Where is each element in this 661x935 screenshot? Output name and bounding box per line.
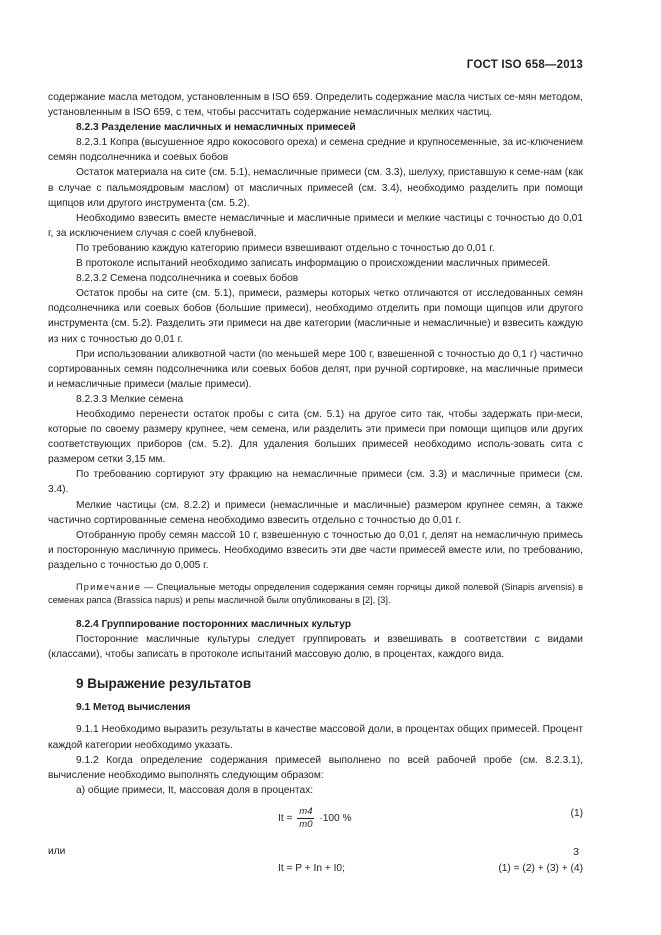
- page-number: 3: [573, 846, 579, 858]
- subsection-heading-8-2-3-3: 8.2.3.3 Мелкие семена: [76, 393, 184, 405]
- paragraph: При использовании аликвотной части (по меньшей мере 100 г, взвешенной с точностью до 0,1 г) частично сортированных семян подсолнечника или соевых бобов делят, при ручной сортировке, на масличные примеси и немасличные примеси (малые примеси).: [48, 348, 583, 390]
- paragraph: По требованию сортируют эту фракцию на немасличные примеси (см. 3.3) и масличные примеси (см. 3.4).: [48, 469, 583, 496]
- note-text: — Специальные методы определения содержания семян горчицы дикой полевой (Sinapis arvensis) в семенах рапса (Brassica napus) и репы масличной были опубликованы в [2], [3].: [48, 582, 583, 605]
- formula-2: [48, 859, 583, 883]
- section-heading-9-1: 9.1 Метод вычисления: [76, 702, 191, 714]
- list-item-a: а) общие примеси, It, массовая доля в процентах:: [76, 784, 314, 796]
- paragraph: Отобранную пробу семян массой 10 г, взвешенную с точностью до 0,01 г, делят на немасличную примесь и посторонную масличную примесь. Необходимо взвесить эти две части примесей вместе или, по требованию, раздельно с точностью до 0,005 г.: [48, 529, 583, 571]
- section-heading-8-2-3: 8.2.3 Разделение масличных и немасличных примесей: [76, 122, 356, 134]
- paragraph: Мелкие частицы (см. 8.2.2) и примеси (немасличные и масличные) размером крупнее семян, а также частично сортированные семена необходимо взвесить отдельно с точностью до 0,01 г.: [48, 499, 583, 526]
- equation-number: (1): [570, 807, 583, 819]
- standard-header: ГОСТ ISO 658—2013: [466, 59, 583, 71]
- paragraph: 9.1.1 Необходимо выразить результаты в качестве массовой доли, в процентах общих примесей. Процент каждой категории необходимо указать.: [48, 724, 583, 751]
- paragraph: Необходимо перенести остаток пробы с сита (см. 5.1) на другое сито так, чтобы задержать при-меси, которые по своему размеру крупнее, чем семена, или разделить эти примеси при помощи щипцов или других соответствующих приборов (см. 5.2). Для удаления больших примесей необходимо исполь-зовать сита с размером сетки 3,15 мм.: [48, 408, 583, 466]
- paragraph: Посторонние масличные культуры следует группировать и взвешивать в соответствии с видами (классами), чтобы записать в протоколе испытаний массовую долю, в процентах, каждого вида.: [48, 634, 583, 661]
- formula-fraction: [297, 806, 314, 831]
- or-word: или: [48, 845, 66, 857]
- subsection-heading-8-2-3-2: 8.2.3.2 Семена подсолнечника и соевых бобов: [76, 273, 299, 285]
- paragraph: содержание масла методом, установленным в ISO 659. Определить содержание масла чистых се-мян методом, установленным в ISO 659, с тем, чтобы рассчитать содержание немасличных мелких частиц.: [48, 92, 583, 119]
- document-body: [48, 90, 583, 883]
- formula-rhs: ·100 %: [319, 813, 352, 825]
- note-label: Примечание: [76, 582, 142, 592]
- note: [48, 581, 583, 607]
- chapter-heading-9: 9 Выражение результатов: [76, 676, 252, 692]
- formula-expression: It = P + In + I0;: [278, 863, 345, 875]
- section-heading-8-2-4: 8.2.4 Группирование посторонних масличных культур: [76, 619, 352, 630]
- paragraph: Необходимо взвесить вместе немасличные и масличные примеси и мелкие частицы с точностью до 0,01 г, за исключением случая с соей клубневой.: [48, 212, 583, 239]
- fraction-numerator: m4: [299, 805, 313, 817]
- formula-1: [48, 798, 583, 844]
- formula-lhs: It =: [278, 813, 296, 825]
- paragraph: Остаток пробы на сите (см. 5.1), примеси, размеры которых четко отличаются от исследованных семян подсолнечника или соевых бобов (большие примеси), необходимо отделить при помощи щипцов или другого инструмента (см. 5.2). Разделить эти примеси на две категории (масличные и немасличные) и взвесить каждую из них с точностью до 0,01 г.: [48, 288, 583, 345]
- paragraph: Остаток материала на сите (см. 5.1), немасличные примеси (см. 3.3), шелуху, приставшую к семе-нам (как в случае с пальмоядровым маслом) от масличных примесей (см. 3.4), необходимо разделить при помощи щипцов или другого инструмента (см. 5.2).: [48, 167, 583, 209]
- equation-number: (1) = (2) + (3) + (4): [498, 863, 583, 875]
- paragraph: 9.1.2 Когда определение содержания примесей выполнено по всей рабочей пробе (см. 8.2.3.1), вычисление необходимо выполнять следующим образом:: [48, 754, 583, 781]
- paragraph: По требованию каждую категорию примеси взвешивают отдельно с точностью до 0,01 г.: [76, 242, 495, 254]
- paragraph: В протоколе испытаний необходимо записать информацию о происхождении масличных примесей.: [76, 258, 551, 270]
- fraction-denominator: m0: [299, 818, 313, 830]
- paragraph: 8.2.3.1 Копра (высушенное ядро кокосового ореха) и семена средние и крупносеменные, за ис-ключением семян подсолнечника и соевых бобов: [48, 137, 583, 164]
